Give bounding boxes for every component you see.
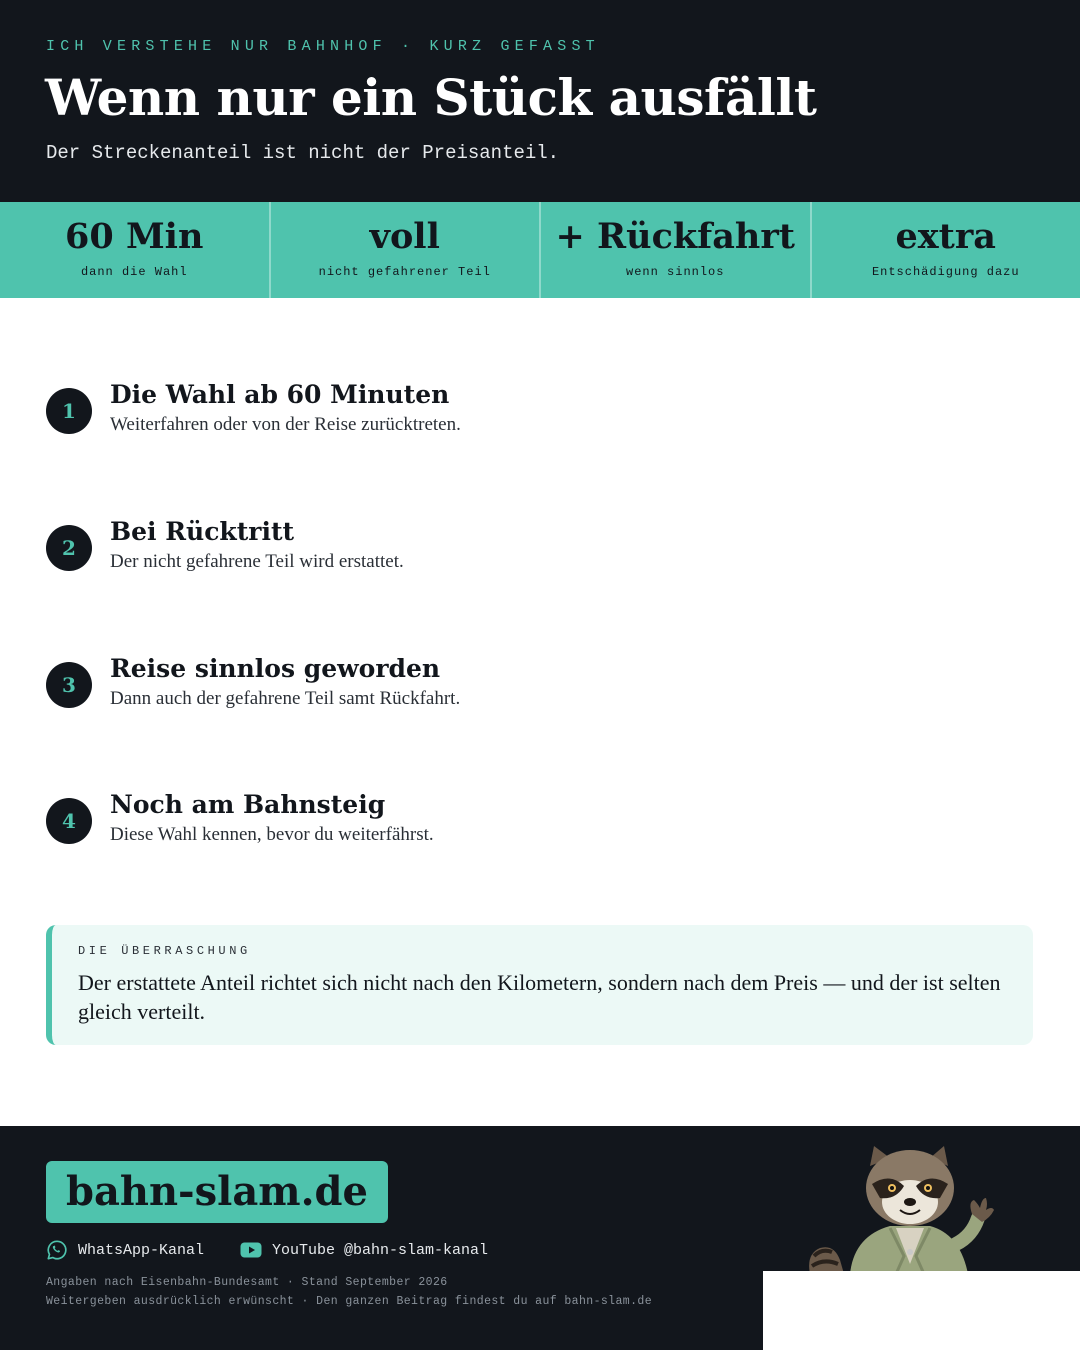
page-title: Wenn nur ein Stück ausfällt: [45, 68, 817, 127]
step-number-badge: 2: [46, 525, 92, 571]
step-2: [46, 517, 1006, 603]
stat-label: wenn sinnlos: [626, 265, 725, 279]
stat-value: + Rückfahrt: [555, 216, 795, 257]
whatsapp-link[interactable]: [46, 1240, 204, 1260]
step-title: Die Wahl ab 60 Minuten: [110, 380, 450, 409]
blank-corner: [763, 1271, 1080, 1350]
stat-label: dann die Wahl: [80, 265, 188, 279]
raccoon-mascot-illustration: [800, 1144, 1010, 1274]
stat-voll: [271, 202, 542, 298]
surprise-text: Der erstattete Anteil richtet sich nicht nach den Kilometern, sondern nach dem Preis — und der ist selten gleich verteilt.: [78, 970, 1001, 1024]
kicker: ICH VERSTEHE NUR BAHNHOF · KURZ GEFASST: [46, 38, 600, 55]
stat-value: 60 Min: [65, 216, 204, 257]
footer: [0, 1126, 1080, 1350]
share-note: Weitergeben ausdrücklich erwünscht · Den ganzen Beitrag findest du auf bahn-slam.de: [46, 1295, 652, 1308]
stat-label: nicht gefahrener Teil: [318, 265, 491, 279]
step-3: [46, 654, 1006, 740]
step-number-badge: 1: [46, 388, 92, 434]
youtube-icon: [240, 1242, 262, 1258]
step-text: Dann auch der gefahrene Teil samt Rückfahrt.: [110, 688, 461, 709]
stat-60-min: [0, 202, 271, 298]
step-title: Noch am Bahnsteig: [110, 790, 386, 819]
page-subtitle: Der Streckenanteil ist nicht der Preisanteil.: [46, 142, 560, 164]
step-title: Reise sinnlos geworden: [110, 654, 441, 683]
step-4: [46, 790, 1006, 876]
surprise-callout: [46, 925, 1033, 1045]
whatsapp-icon: [46, 1239, 68, 1261]
stats-band: [0, 202, 1080, 298]
step-1: [46, 380, 1006, 466]
youtube-label: YouTube @bahn-slam-kanal: [272, 1241, 489, 1259]
step-text: Der nicht gefahrene Teil wird erstattet.: [110, 551, 404, 572]
step-text: Diese Wahl kennen, bevor du weiterfährst.: [110, 824, 434, 845]
brand-link[interactable]: bahn-slam.de: [46, 1161, 388, 1223]
youtube-link[interactable]: [240, 1240, 488, 1260]
header: [0, 0, 1080, 202]
surprise-label: DIE ÜBERRASCHUNG: [78, 944, 251, 958]
step-title: Bei Rücktritt: [110, 517, 295, 546]
step-text: Weiterfahren oder von der Reise zurücktreten.: [110, 414, 461, 435]
stat-extra: [812, 202, 1080, 298]
source-note: Angaben nach Eisenbahn-Bundesamt · Stand September 2026: [46, 1276, 448, 1289]
whatsapp-label: WhatsApp-Kanal: [78, 1241, 205, 1259]
step-number-badge: 3: [46, 662, 92, 708]
step-number-badge: 4: [46, 798, 92, 844]
stat-value: extra: [895, 216, 996, 257]
stat-value: voll: [369, 216, 440, 257]
stat-label: Entschädigung dazu: [871, 265, 1020, 279]
stat-rueckfahrt: [541, 202, 812, 298]
